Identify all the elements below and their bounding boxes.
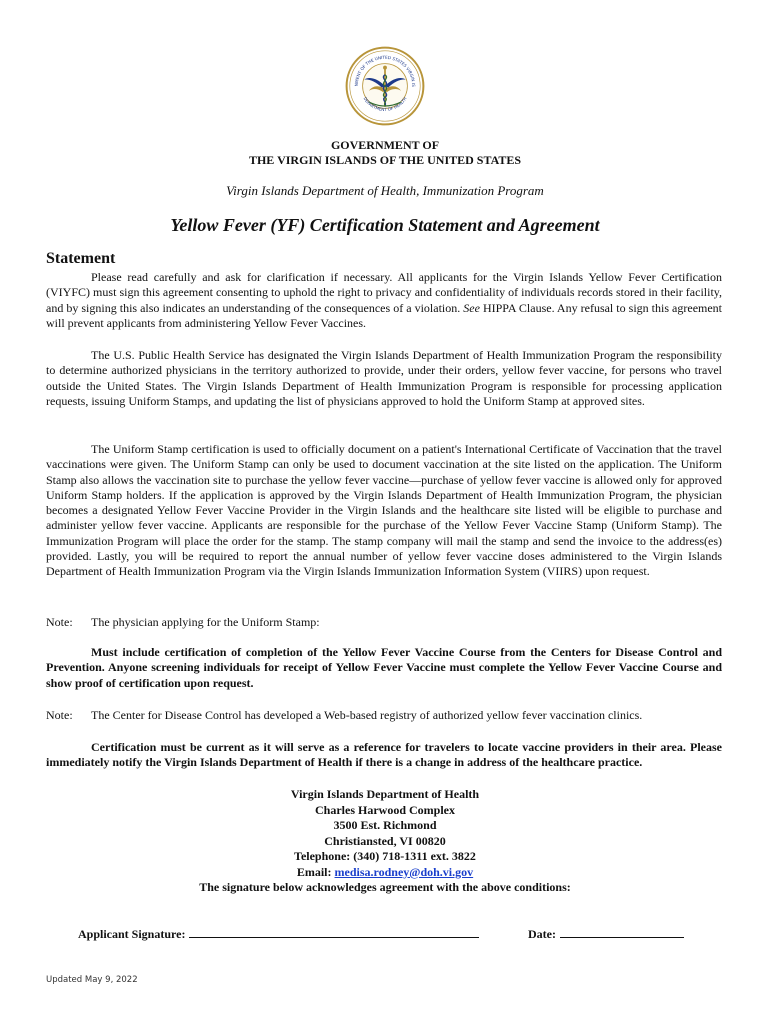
note-2-text: The Center for Disease Control has developed a Web-based registry of authorized yellow fever vaccination clinics. bbox=[91, 708, 643, 722]
applicant-signature-label: Applicant Signature: bbox=[78, 927, 186, 941]
section-heading: Statement bbox=[46, 250, 116, 267]
note-2-label: Note: bbox=[46, 708, 73, 722]
paragraph-1-text-end: HIPPA Clause. Any refusal to sign this agreement will prevent applicants from administering Yellow Fever Vaccines. bbox=[46, 300, 723, 330]
statement-paragraph-2: The U.S. Public Health Service has designated the Virgin Islands Department of Health Immunization Program the responsibility to determine authorized physicians in the territory authorized to provide, under their orders, yellow fever vaccine, for persons who travel outside the United States. The Virgin Islands Department of Health Immunization Program is responsible for processing application requests, issuing Uniform Stamps, and updating the list of physicians approved to hold the Uniform Stamp at approved sites. bbox=[46, 348, 722, 408]
contact-address bbox=[0, 787, 770, 896]
document-title: Yellow Fever (YF) Certification Statement and Agreement bbox=[170, 215, 600, 235]
acknowledgement-text: The signature below acknowledges agreement with the above conditions: bbox=[199, 880, 571, 894]
address-city: Christiansted, VI 00820 bbox=[324, 833, 446, 848]
applicant-signature-line[interactable] bbox=[189, 927, 479, 938]
date-field bbox=[528, 927, 684, 942]
date-label: Date: bbox=[528, 927, 556, 941]
email-label: Email: bbox=[296, 864, 332, 879]
applicant-signature-field bbox=[78, 927, 479, 942]
statement-paragraph-1 bbox=[46, 270, 722, 331]
note-1 bbox=[46, 615, 320, 630]
address-org: Virgin Islands Department of Health bbox=[290, 787, 480, 801]
address-street: 3500 Est. Richmond bbox=[333, 818, 437, 832]
address-email-line bbox=[0, 865, 770, 881]
note-1-text: The physician applying for the Uniform Stamp: bbox=[91, 615, 320, 629]
address-building: Charles Harwood Complex bbox=[315, 802, 455, 817]
see-reference: See bbox=[463, 300, 480, 315]
statement-paragraph-3: The Uniform Stamp certification is used to officially document on a patient's International Certificate of Vaccination that the travel vaccinations were given. The Uniform Stamp can only be used to document vaccination at the site listed on the application. The Uniform Stamp also allows the vaccination site to purchase the yellow fever vaccine—purchase of yellow fever vaccine is allowed only for approved Uniform Stamp holders. If the application is approved by the Virgin Islands Department of Health Immunization Program, the physician becomes a designated Yellow Fever Vaccine Provider in the Virgin Islands and the healthcare site listed will be eligible to purchase and administer yellow fever vaccine. Applicants are responsible for the purchase of the Yellow Fever Vaccine Stamp (Uniform Stamp). The Immunization Program will place the order for the stamp. The stamp company will mail the stamp and send the invoice to the address(es) provided. Lastly, you will be required to report the annual number of yellow fever vaccine doses administered to the Virgin Islands Department of Health Immunization Program via the Virgin Islands Immunization Information System (VIIRS) upon request. bbox=[46, 442, 722, 579]
certification-current-notice: Certification must be current as it will serve as a reference for travelers to locate vaccine providers in their area. Please immediately notify the Virgin Islands Department of Health if there is a change in address of the healthcare practice. bbox=[46, 740, 722, 770]
address-telephone: Telephone: (340) 718-1311 ext. 3822 bbox=[294, 849, 476, 863]
email-link[interactable]: medisa.rodney@doh.vi.gov bbox=[334, 864, 474, 879]
note-2 bbox=[46, 708, 642, 723]
seal-bottom-text: DEPARTMENT OF HEALTH bbox=[362, 96, 408, 112]
seal-top-text: NMENT OF THE UNITED STATES VIRGIN IS bbox=[353, 54, 417, 87]
note-1-label: Note: bbox=[46, 615, 73, 629]
department-seal bbox=[345, 46, 425, 126]
government-line-1: GOVERNMENT OF bbox=[330, 138, 440, 152]
department-name: Virgin Islands Department of Health, Immunization Program bbox=[226, 183, 544, 198]
certification-requirement: Must include certification of completion of the Yellow Fever Vaccine Course from the Centers for Disease Control and Prevention. Anyone screening individuals for receipt of Yellow Fever Vaccine must complete the Yellow Fever Vaccine Course and show proof of certification upon request. bbox=[46, 645, 722, 690]
date-line[interactable] bbox=[560, 927, 684, 938]
government-line-2: THE VIRGIN ISLANDS OF THE UNITED STATES bbox=[248, 153, 522, 167]
paragraph-1-text: Please read carefully and ask for clarification if necessary. All applicants for the Virgin Islands Yellow Fever Certification (VIYFC) must sign this agreement consenting to uphold the right to privacy and confidentiality of individuals records stored in their facility, and by signing this also indicates an understanding of the consequences of a violation. bbox=[46, 270, 722, 315]
updated-date: Updated May 9, 2022 bbox=[46, 975, 138, 985]
